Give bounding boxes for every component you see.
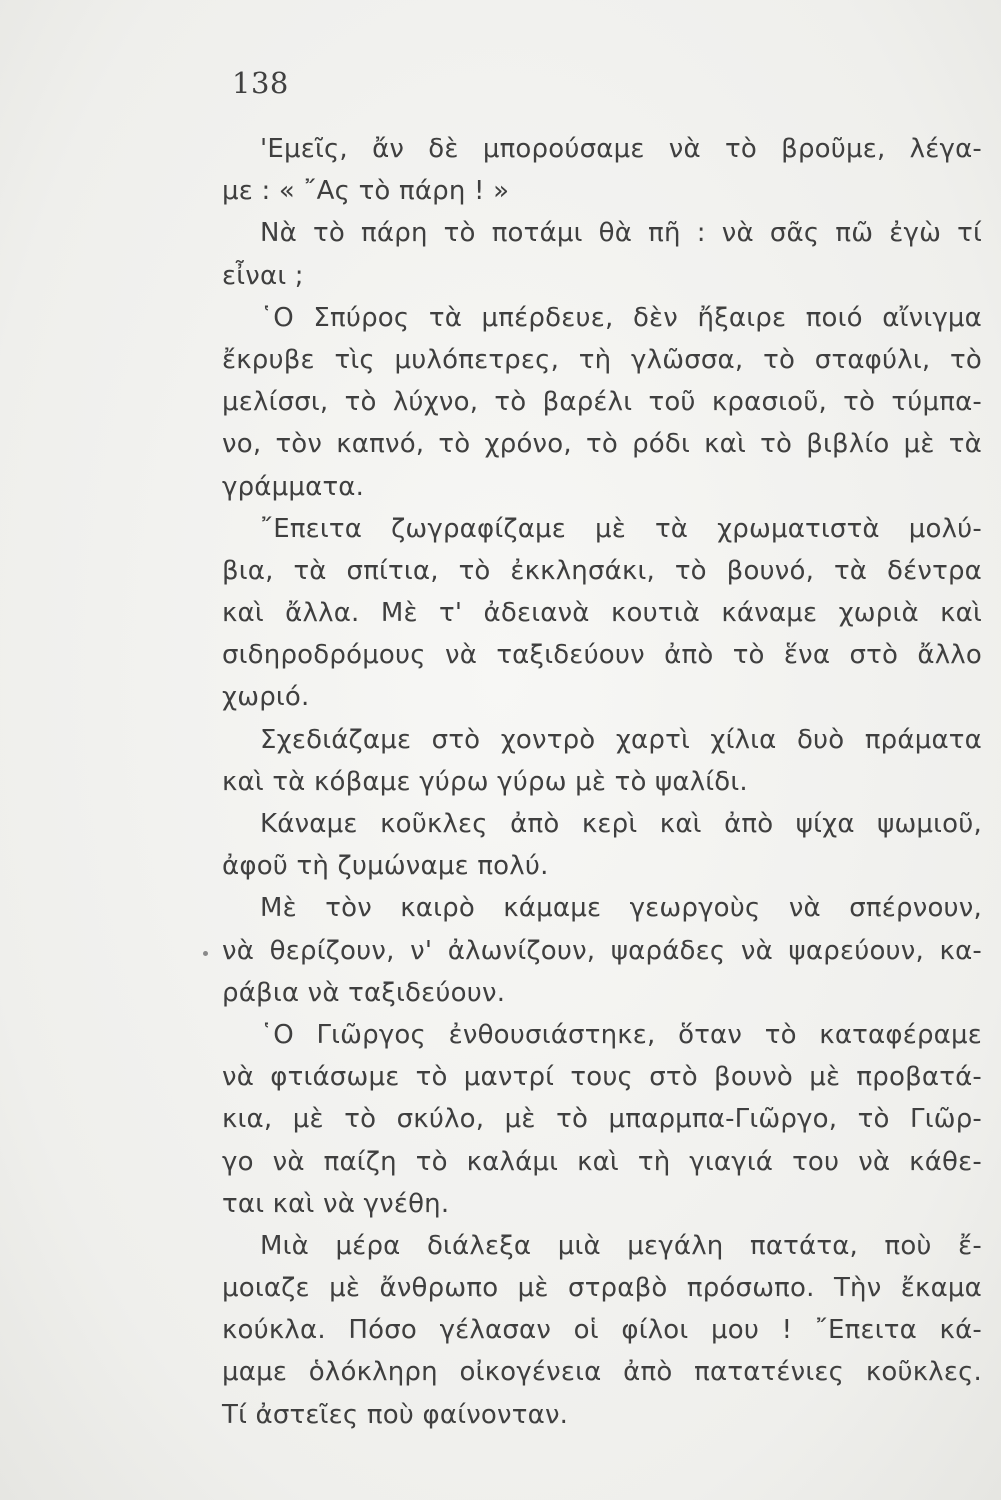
text-line: νὰ φτιάσωμε τὸ μαντρί τους στὸ βουνὸ μὲ προβατά- xyxy=(222,1062,982,1093)
page-number: 138 xyxy=(232,66,289,100)
text-line: καὶ ἄλλα. Μὲ τ' ἀδειανὰ κουτιὰ κάναμε χωριὰ καὶ xyxy=(222,598,982,629)
text-line: γο νὰ παίζη τὸ καλάμι καὶ τὴ γιαγιά του νὰ κάθε- xyxy=(222,1146,982,1177)
text-line: μοιαζε μὲ ἄνθρωπο μὲ στραβὸ πρόσωπο. Τὴν ἔκαμα xyxy=(222,1273,982,1304)
text-line: Νὰ τὸ πάρη τὸ ποτάμι θὰ πῆ : νὰ σᾶς πῶ ἐγὼ τί xyxy=(260,218,982,249)
text-line: Μὲ τὸν καιρὸ κάμαμε γεωργοὺς νὰ σπέρνουν, xyxy=(260,893,982,924)
text-line: Τί ἀστεῖες ποὺ φαίνονταν. xyxy=(222,1399,569,1430)
text-line: σιδηροδρόμους νὰ ταξιδεύουν ἀπὸ τὸ ἕνα στὸ ἄλλο xyxy=(222,640,982,671)
text-line: κούκλα. Πόσο γέλασαν οἱ φίλοι μου ! ῎Επειτα κά- xyxy=(222,1315,982,1346)
body-text xyxy=(222,128,992,1436)
text-line: ράβια νὰ ταξιδεύουν. xyxy=(222,977,506,1008)
text-line: νο, τὸν καπνό, τὸ χρόνο, τὸ ρόδι καὶ τὸ βιβλίο μὲ τὰ xyxy=(222,429,982,460)
text-line: ῾Ο Σπύρος τὰ μπέρδευε, δὲν ἤξαιρε ποιό αἴνιγμα xyxy=(260,302,982,333)
text-line: ῎Επειτα ζωγραφίζαμε μὲ τὰ χρωματιστὰ μολύ- xyxy=(260,513,982,544)
text-line: χωριό. xyxy=(222,682,310,713)
text-line: κια, μὲ τὸ σκύλο, μὲ τὸ μπαρμπα-Γιῶργο, τὸ Γιῶρ- xyxy=(222,1104,982,1135)
text-line: ῾Ο Γιῶργος ἐνθουσιάστηκε, ὅταν τὸ καταφέραμε xyxy=(260,1019,982,1050)
text-line: με : « ῎Ας τὸ πάρη ! » xyxy=(222,176,510,207)
text-line: ἔκρυβε τὶς μυλόπετρες, τὴ γλῶσσα, τὸ σταφύλι, τὸ xyxy=(222,344,982,375)
text-line: γράμματα. xyxy=(222,471,365,502)
text-line: ἀφοῦ τὴ ζυμώναμε πολύ. xyxy=(222,851,549,882)
text-line: εἶναι ; xyxy=(222,260,304,291)
text-line: Μιὰ μέρα διάλεξα μιὰ μεγάλη πατάτα, ποὺ ἔ- xyxy=(260,1230,982,1261)
text-line: 'Εμεῖς, ἄν δὲ μπορούσαμε νὰ τὸ βροῦμε, λέγα- xyxy=(260,134,982,164)
text-line: νὰ θερίζουν, ν' ἀλωνίζουν, ψαράδες νὰ ψαρεύουν, κα- xyxy=(222,935,982,966)
text-line: μελίσσι, τὸ λύχνο, τὸ βαρέλι τοῦ κρασιοῦ, τὸ τύμπα- xyxy=(222,387,982,418)
text-line: καὶ τὰ κόβαμε γύρω γύρω μὲ τὸ ψαλίδι. xyxy=(222,766,748,797)
text-line: μαμε ὁλόκληρη οἰκογένεια ἀπὸ πατατένιες κοῦκλες. xyxy=(222,1357,982,1388)
text-line: ται καὶ νὰ γνέθη. xyxy=(222,1188,450,1219)
text-line: Σχεδιάζαμε στὸ χοντρὸ χαρτὶ χίλια δυὸ πράματα xyxy=(260,724,982,755)
text-line: Κάναμε κοῦκλες ἀπὸ κερὶ καὶ ἀπὸ ψίχα ψωμιοῦ, xyxy=(260,809,982,839)
margin-dot xyxy=(203,951,208,956)
text-line: βια, τὰ σπίτια, τὸ ἐκκλησάκι, τὸ βουνό, τὰ δέντρα xyxy=(222,555,982,586)
